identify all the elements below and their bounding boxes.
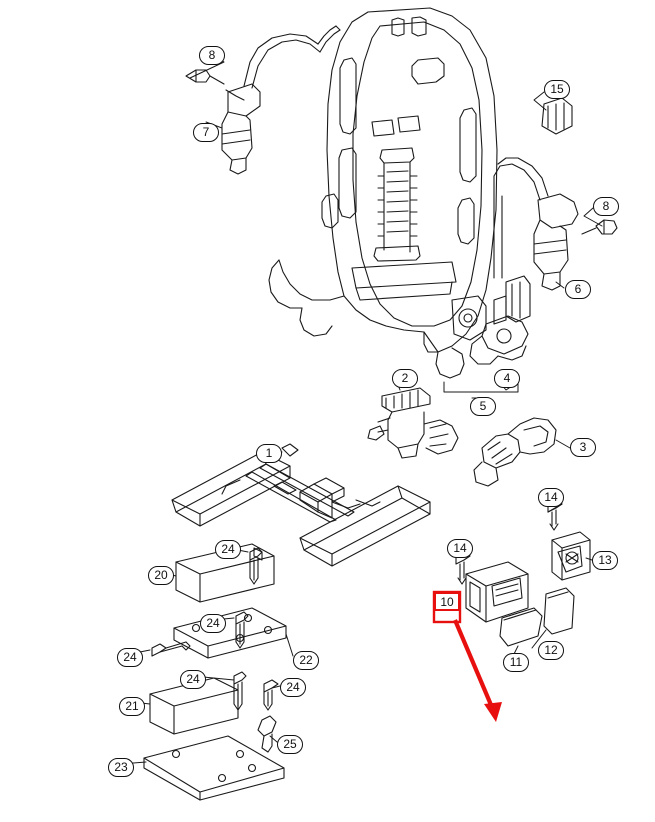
- part-22-bracket: [174, 608, 286, 658]
- callout-20: 20: [148, 566, 174, 585]
- part-23-base-plate: [144, 736, 284, 800]
- callout-13: 13: [592, 551, 618, 570]
- callout-2: 2: [392, 369, 418, 388]
- callout-24-d: 24: [180, 670, 206, 689]
- callout-24-b: 24: [200, 614, 226, 633]
- part-11-cover: [500, 608, 542, 646]
- callout-24-a: 24: [215, 540, 241, 559]
- callout-25: 25: [277, 735, 303, 754]
- callout-3: 3: [570, 438, 596, 457]
- callout-21: 21: [119, 697, 145, 716]
- highlight-annotation: [434, 592, 502, 722]
- part-25-clip: [258, 716, 276, 752]
- backrest-frame: [269, 8, 497, 378]
- callout-8-right: 8: [593, 197, 619, 216]
- leader-lines: [121, 54, 602, 764]
- callout-23: 23: [108, 758, 134, 777]
- callout-22: 22: [293, 651, 319, 670]
- callout-8-upper-left: 8: [199, 46, 225, 65]
- callout-5: 5: [470, 397, 496, 416]
- callout-7: 7: [193, 123, 219, 142]
- callout-4: 4: [494, 369, 520, 388]
- part-15-clip: [542, 98, 572, 134]
- callout-14-lower: 14: [447, 539, 473, 558]
- part-13-module: [552, 532, 590, 580]
- callout-11: 11: [503, 653, 529, 672]
- part-12-cover: [544, 588, 574, 634]
- part-3-motor: [474, 418, 556, 486]
- screws-14: [456, 500, 562, 584]
- part-2-motor: [368, 388, 458, 458]
- callout-15: 15: [544, 80, 570, 99]
- part-1-seat-rails: [172, 444, 430, 566]
- callout-12: 12: [538, 641, 564, 660]
- callout-1: 1: [256, 444, 282, 463]
- callout-24-c: 24: [117, 648, 143, 667]
- callout-24-e: 24: [280, 678, 306, 697]
- callout-6: 6: [565, 280, 591, 299]
- callout-14-upper: 14: [538, 488, 564, 507]
- callout-10-highlighted: 10: [434, 592, 460, 611]
